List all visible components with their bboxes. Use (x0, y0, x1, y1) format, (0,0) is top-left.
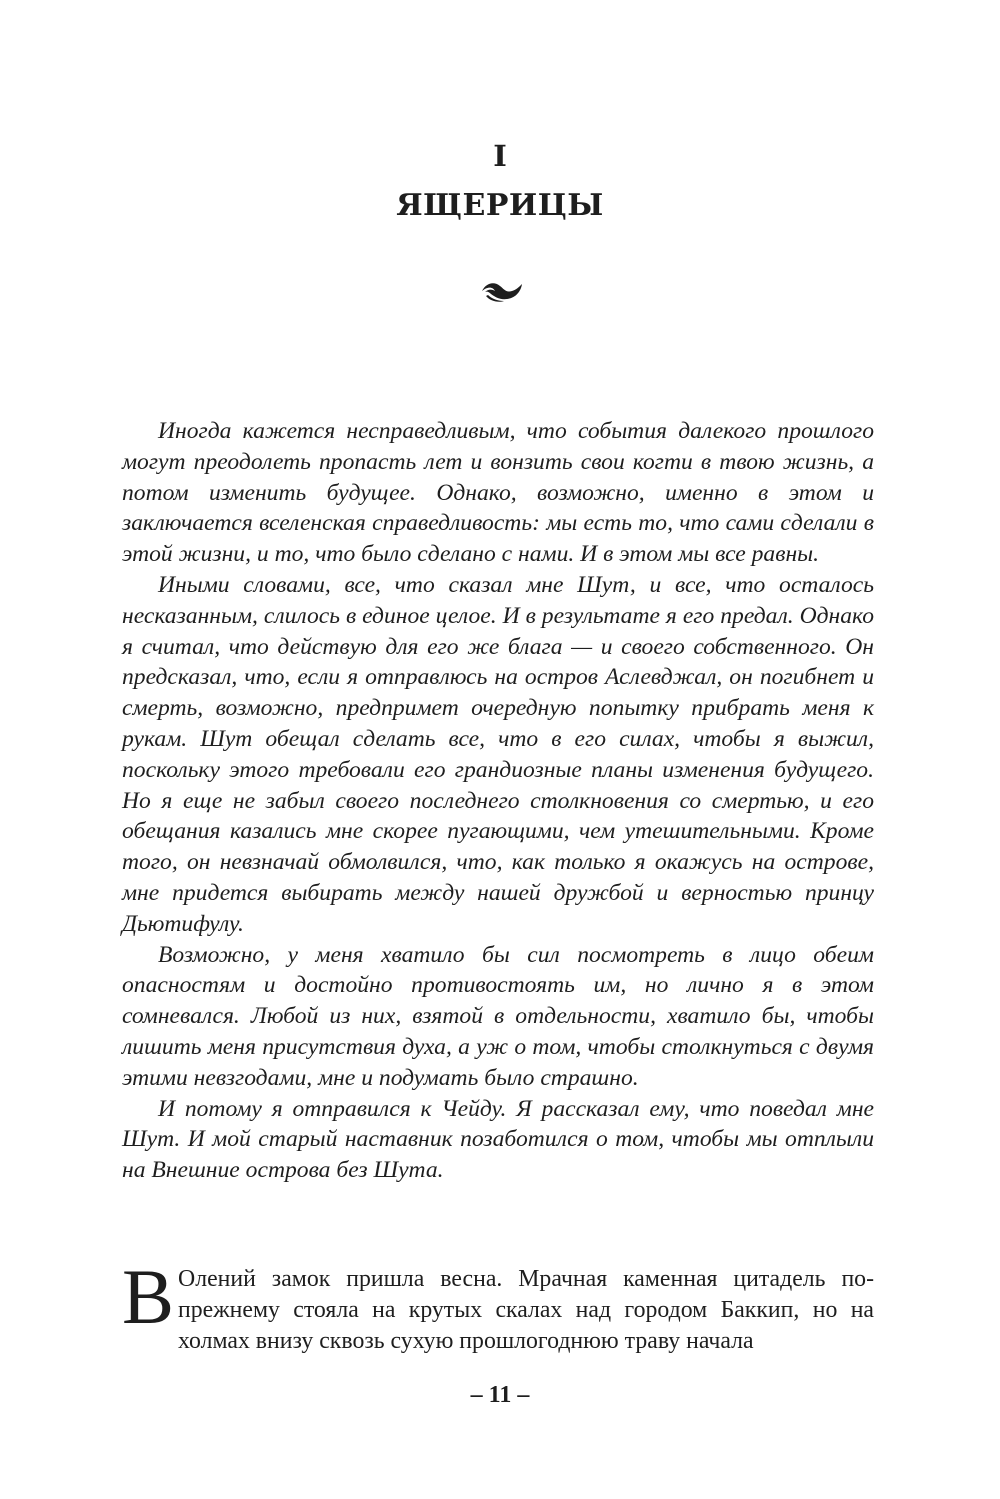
body-paragraph (122, 1253, 874, 1357)
chapter-number: I (493, 139, 507, 173)
body-paragraph-text: Олений замок пришла весна. Мрачная каменная цитадель по-прежнему стояла на крутых скалах над городом Баккип, но на холмах внизу сквозь сухую прошлогоднюю траву начала (178, 1266, 874, 1354)
drop-cap: В (122, 1253, 175, 1340)
chapter-title: ЯЩЕРИЦЫ (396, 188, 604, 223)
epigraph-paragraph: Возможно, у меня хватило бы сил посмотреть в лицо обеим опасностям и достойно противостоять им, но лично я в этом сомневался. Любой из них, взятой в отдельности, хватило бы, чтобы лишить меня присутствия духа, а уж о том, чтобы столкнуться с двумя этими невзгодами, мне и подумать было страшно. (122, 941, 874, 1091)
body-text (122, 1253, 874, 1357)
epigraph-paragraph: И потому я отправился к Чейду. Я рассказал ему, что поведал мне Шут. И мой старый наставник позаботился о том, чтобы мы отплыли на Внешние острова без Шута. (122, 1095, 874, 1184)
epigraph-paragraph: Иногда кажется несправедливым, что события далекого прошлого могут преодолеть пропасть лет и вонзить свои когти в твою жизнь, а потом изменить будущее. Однако, возможно, именно в этом и заключается вселенская справедливость: мы есть то, что сами сделали в этой жизни, и то, что было сделано с нами. И в этом мы все равны. (122, 418, 874, 568)
epigraph-paragraph: Иными словами, все, что сказал мне Шут, и все, что осталось несказанным, слилось в единое целое. И в результате я его предал. Однако я считал, что действую для его же блага — и своего собственного. Он предсказал, что, если я отправлюсь на остров Аслевджал, он погибнет и смерть, возможно, предпримет очередную попытку прибрать меня к рукам. Шут обещал сделать все, что в его силах, чтобы я выжил, поскольку этого требовали его грандиозные планы изменения будущего. Но я еще не забыл своего последнего столкновения со смертью, и его обещания казались мне скорее пугающими, чем утешительными. Кроме того, он невзначай обмолвился, что, как только я окажусь на острове, мне придется выбирать между нашей дружбой и верностью принцу Дьютифулу. (122, 571, 874, 937)
page-number: – 11 – (470, 1382, 530, 1408)
leaf-ornament-icon (480, 277, 524, 305)
epigraph (122, 416, 874, 1186)
